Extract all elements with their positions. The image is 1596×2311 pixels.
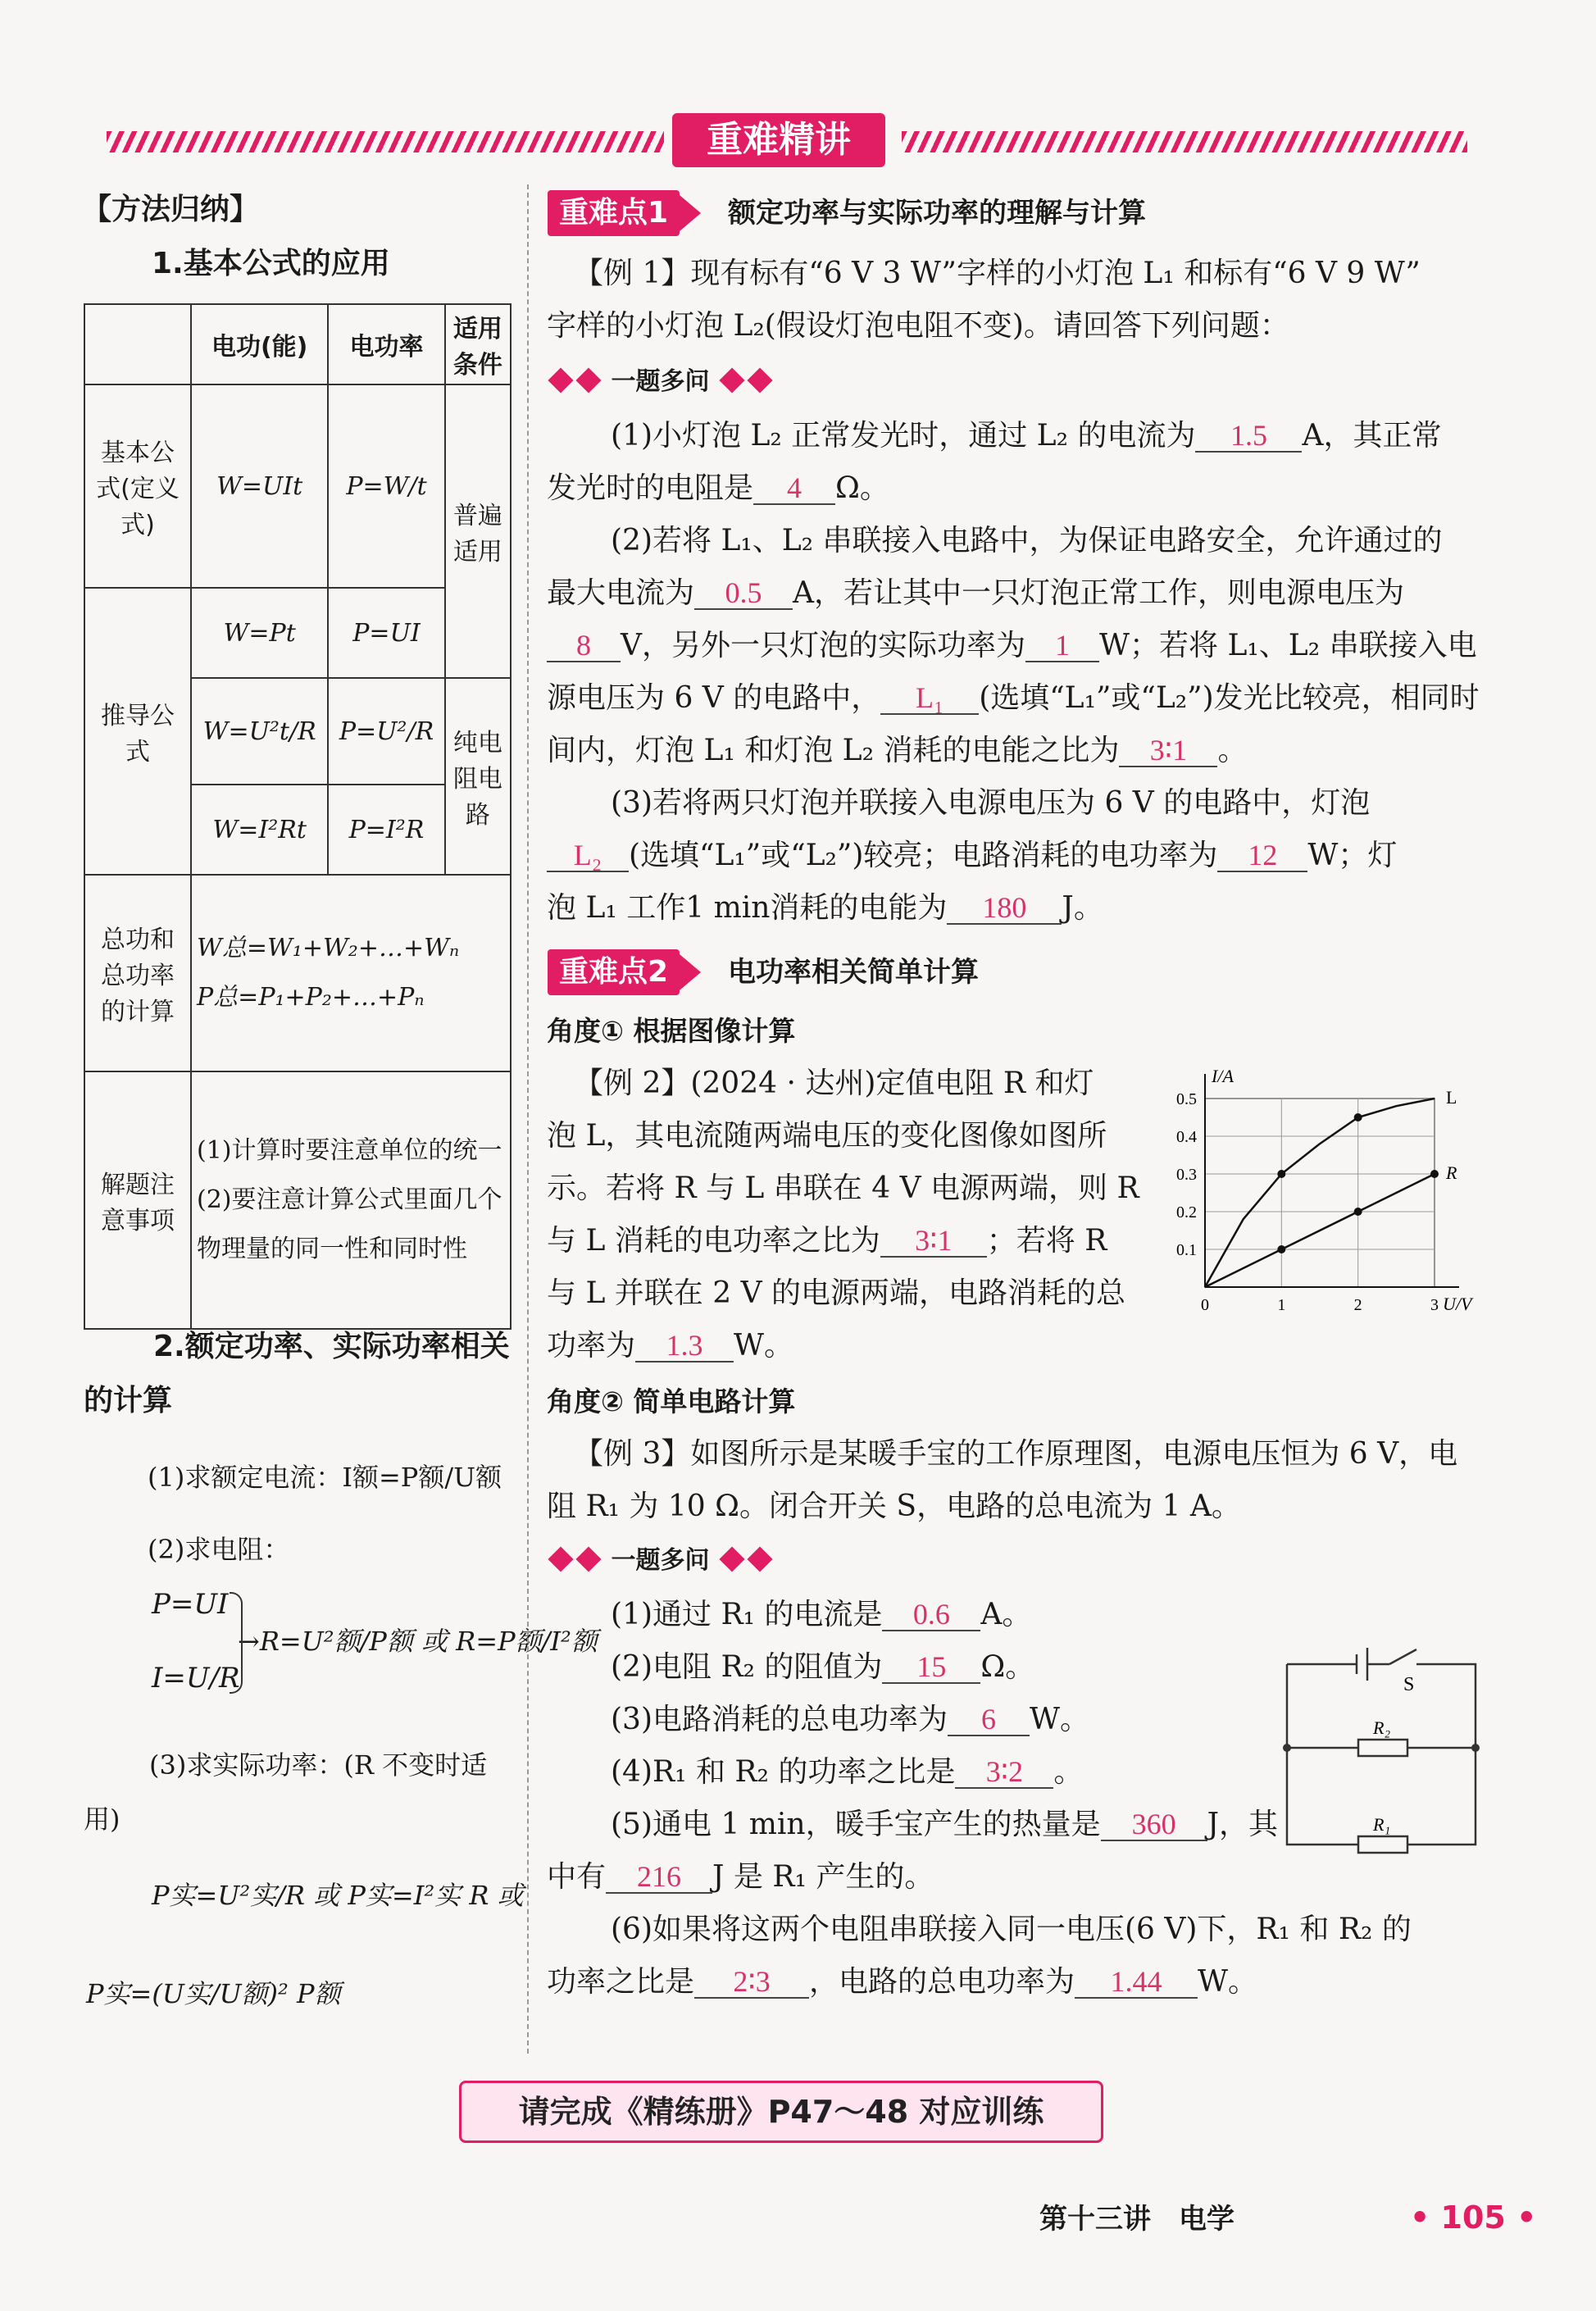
ex2-line3: 示。若将 R 与 L 串联在 4 V 电源两端，则 R <box>547 1171 1139 1205</box>
answer: L₁ <box>880 682 979 715</box>
s5-line2: 中有 216 J 是 R₁ 产生的。 <box>547 1860 934 1894</box>
item3-f1: P实=U²实/R 或 P实=I²实 R 或 <box>152 1880 524 1911</box>
q3-line3: 泡 L₁ 工作1 min消耗的电能为 180 J。 <box>547 891 1103 925</box>
cell: 普遍适用 <box>445 384 511 678</box>
series-label: L <box>1446 1087 1457 1108</box>
table-header: 适用条件 <box>445 304 511 384</box>
data-point <box>1354 1208 1362 1216</box>
point2-tag: 重难点2 <box>548 949 680 995</box>
formula-table <box>84 303 512 1330</box>
answer: 6 <box>948 1704 1030 1736</box>
answer: 1.5 <box>1195 420 1302 453</box>
point2-title: 电功率相关简单计算 <box>728 956 979 989</box>
data-point <box>1277 1170 1285 1178</box>
diamond-icon <box>747 367 772 393</box>
s3: (3)电路消耗的总电功率为 6 W。 <box>611 1703 1090 1736</box>
data-point <box>1430 1170 1439 1178</box>
junction <box>1283 1744 1291 1752</box>
answer: 1.3 <box>635 1330 734 1362</box>
cell: W=UIt <box>191 384 328 588</box>
s6-line2: 功率之比是 2∶3 ，电路的总电功率为 1.44 W。 <box>547 1965 1258 1999</box>
answer: 1 <box>1025 630 1099 662</box>
answer: 0.6 <box>882 1599 980 1631</box>
series-label: R <box>1446 1162 1457 1183</box>
item1: (1)求额定电流：I额=P额/U额 <box>148 1462 502 1493</box>
q3-line1: (3)若将两只灯泡并联接入电源电压为 6 V 的电路中，灯泡 <box>611 786 1371 820</box>
y-axis-label: I/A <box>1212 1066 1234 1086</box>
answer: 3∶1 <box>880 1225 987 1258</box>
note: (1)计算时要注意单位的统一 <box>197 1136 502 1165</box>
resistor-r2-icon <box>1358 1740 1407 1756</box>
x-tick-label: 0 <box>1201 1296 1209 1314</box>
angle2: 角度② 简单电路计算 <box>547 1385 796 1417</box>
r2-label: R₂ <box>1373 1717 1391 1738</box>
item2: (2)求电阻： <box>148 1534 290 1565</box>
cell: W总=W₁+W₂+…+Wₙ <box>197 934 460 962</box>
cell: P=UI <box>328 588 444 678</box>
ex2-line2: 泡 L，其电流随两端电压的变化图像如图所 <box>547 1119 1107 1153</box>
note: (2)要注意计算公式里面几个物理量的同一性和同时性 <box>197 1185 502 1263</box>
y-tick-label: 0.1 <box>1176 1241 1197 1259</box>
answer: 8 <box>547 630 621 662</box>
iu-chart <box>1156 1058 1484 1320</box>
multi-q-label: 一题多问 <box>547 364 774 400</box>
junction <box>1471 1744 1480 1752</box>
item2-f2: I=U/R <box>152 1662 240 1695</box>
q2-line3: 8 V，另外一只灯泡的实际功率为 1 W；若将 L₁、L₂ 串联接入电 <box>547 628 1477 664</box>
practice-banner: 请完成《精练册》P47～48 对应训练 <box>459 2081 1103 2143</box>
column-divider <box>527 184 529 2054</box>
row-label: 解题注意事项 <box>84 1071 191 1329</box>
cell: 纯电阻电路 <box>445 678 511 875</box>
method-title: 【方法归纳】 <box>82 193 260 226</box>
ex2-line6: 功率为 1.3 W。 <box>547 1329 794 1362</box>
section-title: 重难精讲 <box>672 113 885 167</box>
answer: 360 <box>1101 1808 1207 1841</box>
header-stripes-right <box>902 131 1467 152</box>
data-point <box>1354 1113 1362 1121</box>
ex1-line2: 字样的小灯泡 L₂(假设灯泡电阻不变)。请回答下列问题： <box>547 309 1289 343</box>
x-tick-label: 3 <box>1430 1296 1439 1314</box>
row-label: 推导公式 <box>84 588 191 875</box>
row-label: 总功和总功率的计算 <box>84 875 191 1071</box>
answer: 3∶2 <box>955 1756 1053 1789</box>
s4: (4)R₁ 和 R₂ 的功率之比是 3∶2 。 <box>611 1755 1084 1789</box>
s5-line1: (5)通电 1 min，暖手宝产生的热量是 360 J，其 <box>611 1808 1279 1841</box>
circuit-diagram <box>1279 1640 1484 1861</box>
q1-line2: 发光时的电阻是 4 Ω。 <box>547 471 889 505</box>
diamond-icon <box>548 1546 573 1572</box>
q3-line2: L₂ (选填“L₁”或“L₂”)较亮；电路消耗的电功率为 12 W；灯 <box>547 838 1397 874</box>
series-line-L <box>1205 1099 1435 1287</box>
cell: P总=P₁+P₂+…+Pₙ <box>197 983 425 1012</box>
q1-line1: (1)小灯泡 L₂ 正常发光时，通过 L₂ 的电流为 1.5 A，其正常 <box>611 419 1442 453</box>
answer: 216 <box>606 1861 712 1894</box>
brace <box>230 1592 243 1694</box>
sec2-title: 2.额定功率、实际功率相关的计算 <box>84 1330 510 1417</box>
x-tick-label: 1 <box>1277 1296 1286 1314</box>
q2-line1: (2)若将 L₁、L₂ 串联接入电路中，为保证电路安全，允许通过的 <box>611 524 1443 557</box>
answer: 12 <box>1217 839 1307 872</box>
y-tick-label: 0.5 <box>1176 1090 1197 1108</box>
series-line-R <box>1205 1174 1435 1287</box>
diamond-icon <box>747 1546 772 1572</box>
r1-label: R₁ <box>1373 1814 1391 1835</box>
s2: (2)电阻 R₂ 的阻值为 15 Ω。 <box>611 1650 1035 1684</box>
y-tick-label: 0.4 <box>1176 1128 1197 1146</box>
cell: W=U²t/R <box>191 678 328 785</box>
ex2-line1: 【例 2】(2024 · 达州)定值电阻 R 和灯 <box>574 1067 1094 1100</box>
ex1-line1: 【例 1】现有标有“6 V 3 W”字样的小灯泡 L₁ 和标有“6 V 9 W” <box>574 257 1421 290</box>
item2-f3: →R=U²额/P额 或 R=P额/I²额 <box>238 1626 598 1657</box>
answer: 4 <box>753 472 835 505</box>
answer: 1.44 <box>1075 1966 1198 1999</box>
y-tick-label: 0.2 <box>1176 1203 1197 1221</box>
answer: 2∶3 <box>694 1966 809 1999</box>
cell: W=Pt <box>191 588 328 678</box>
point1-title: 额定功率与实际功率的理解与计算 <box>728 197 1146 230</box>
ex3-line1: 【例 3】如图所示是某暖手宝的工作原理图，电源电压恒为 6 V，电 <box>574 1437 1458 1471</box>
x-tick-label: 2 <box>1353 1296 1362 1314</box>
header-stripes-left <box>107 131 664 152</box>
resistor-r1-icon <box>1358 1836 1407 1853</box>
diamond-icon <box>575 1546 601 1572</box>
cell: P=U²/R <box>328 678 444 785</box>
s6-line1: (6)如果将这两个电阻串联接入同一电压(6 V)下，R₁ 和 R₂ 的 <box>611 1913 1412 1946</box>
item2-f1: P=UI <box>152 1588 229 1621</box>
y-tick-label: 0.3 <box>1176 1166 1197 1184</box>
chart-frame <box>1205 1099 1435 1287</box>
table-header: 电功率 <box>328 304 444 384</box>
cell: P=W/t <box>328 384 444 588</box>
data-point <box>1277 1245 1285 1253</box>
sec1-title: 1.基本公式的应用 <box>152 247 390 280</box>
answer: L₂ <box>547 839 629 872</box>
item3-f2: P实=(U实/U额)² P额 <box>86 1978 341 2009</box>
ex3-line2: 阻 R₁ 为 10 Ω。闭合开关 S，电路的总电流为 1 A。 <box>547 1490 1241 1523</box>
answer: 0.5 <box>694 577 793 610</box>
item3: (3)求实际功率：(R 不变时适用) <box>84 1749 488 1835</box>
point1-tag: 重难点1 <box>548 190 680 236</box>
ex2-line4: 与 L 消耗的电功率之比为 3∶1 ；若将 R <box>547 1224 1107 1258</box>
ex2-line5: 与 L 并联在 2 V 的电源两端，电路消耗的总 <box>547 1276 1126 1310</box>
chapter-label: 第十三讲 电学 <box>1039 2203 1235 2236</box>
answer: 15 <box>882 1651 980 1684</box>
x-axis-label: U/V <box>1443 1294 1472 1314</box>
q2-line5: 间内，灯泡 L₁ 和灯泡 L₂ 消耗的电能之比为 3∶1 。 <box>547 734 1248 767</box>
cell: W=I²Rt <box>191 785 328 875</box>
diamond-icon <box>719 1546 744 1572</box>
table-header: 电功(能) <box>191 304 328 384</box>
answer: 3∶1 <box>1119 735 1217 767</box>
page-number: • 105 • <box>1410 2200 1537 2236</box>
angle1: 角度① 根据图像计算 <box>547 1015 796 1047</box>
multi-q-label-2: 一题多问 <box>547 1543 774 1579</box>
diamond-icon <box>719 367 744 393</box>
switch-label: S <box>1403 1674 1415 1695</box>
row-label: 基本公式(定义式) <box>84 384 191 588</box>
q2-line2: 最大电流为 0.5 A，若让其中一只灯泡正常工作，则电源电压为 <box>547 576 1405 610</box>
cell: P=I²R <box>328 785 444 875</box>
diamond-icon <box>548 367 573 393</box>
q2-line4: 源电压为 6 V 的电路中， L₁ (选填“L₁”或“L₂”)发光比较亮，相同时 <box>547 681 1480 715</box>
diamond-icon <box>575 367 601 393</box>
answer: 180 <box>947 892 1062 925</box>
s1: (1)通过 R₁ 的电流是 0.6 A。 <box>611 1598 1032 1631</box>
